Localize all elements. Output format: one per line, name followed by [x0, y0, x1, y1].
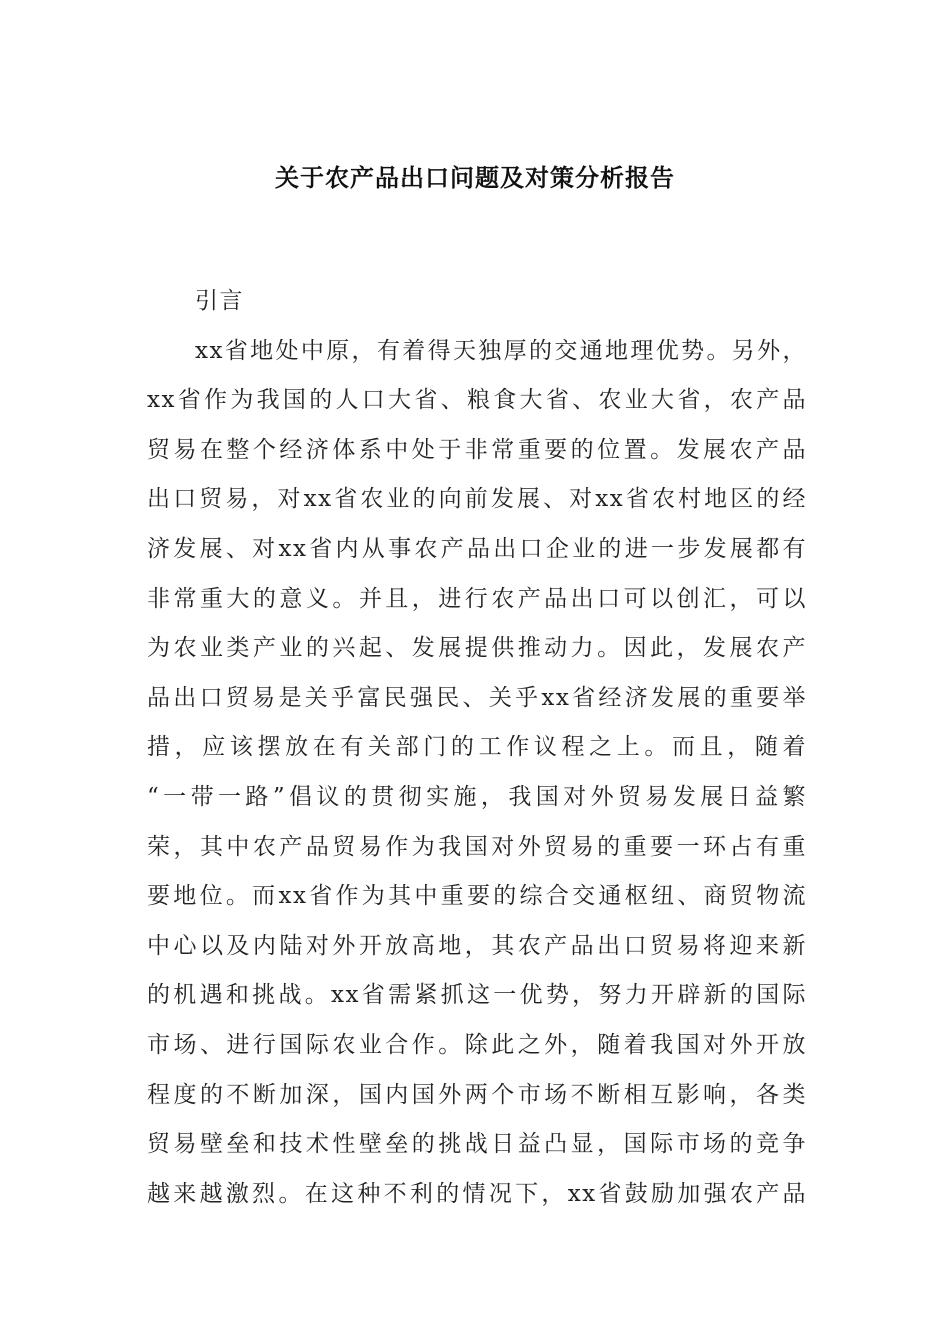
paragraph-line: 非常重大的意义。并且，进行农产品出口可以创汇，可以	[147, 585, 807, 612]
paragraph-line: 中心以及内陆对外开放高地，其农产品出口贸易将迎来新	[147, 932, 807, 959]
document-body	[147, 277, 807, 1219]
paragraph-line: 越来越激烈。在这种不利的情况下，xx省鼓励加强农产品	[147, 1180, 807, 1207]
paragraph-line: 措，应该摆放在有关部门的工作议程之上。而且，随着	[147, 734, 807, 761]
paragraph-line: xx省作为我国的人口大省、粮食大省、农业大省，农产品	[147, 387, 807, 414]
section-heading: 引言	[195, 288, 244, 314]
paragraph-line: 荣，其中农产品贸易作为我国对外贸易的重要一环占有重	[147, 833, 807, 860]
paragraph-line: 济发展、对xx省内从事农产品出口企业的进一步发展都有	[147, 535, 807, 562]
paragraph-line: 的机遇和挑战。xx省需紧抓这一优势，努力开辟新的国际	[147, 982, 807, 1009]
paragraph-line: 为农业类产业的兴起、发展提供推动力。因此，发展农产	[147, 635, 807, 662]
paragraph-line: 贸易在整个经济体系中处于非常重要的位置。发展农产品	[147, 436, 807, 463]
paragraph-line: 要地位。而xx省作为其中重要的综合交通枢纽、商贸物流	[147, 883, 807, 910]
document-title: 关于农产品出口问题及对策分析报告	[275, 163, 675, 192]
paragraph-line: 品出口贸易是关乎富民强民、关乎xx省经济发展的重要举	[147, 684, 807, 711]
paragraph-line: 市场、进行国际农业合作。除此之外，随着我国对外开放	[147, 1031, 807, 1058]
paragraph-line: 程度的不断加深，国内国外两个市场不断相互影响，各类	[147, 1081, 807, 1108]
paragraph-line: 出口贸易，对xx省农业的向前发展、对xx省农村地区的经	[147, 486, 807, 513]
paragraph-line: xx省地处中原，有着得天独厚的交通地理优势。另外，	[195, 337, 807, 364]
paragraph-line: 贸易壁垒和技术性壁垒的挑战日益凸显，国际市场的竞争	[147, 1131, 807, 1158]
paragraph-line: “一带一路”倡议的贯彻实施，我国对外贸易发展日益繁	[147, 783, 807, 810]
